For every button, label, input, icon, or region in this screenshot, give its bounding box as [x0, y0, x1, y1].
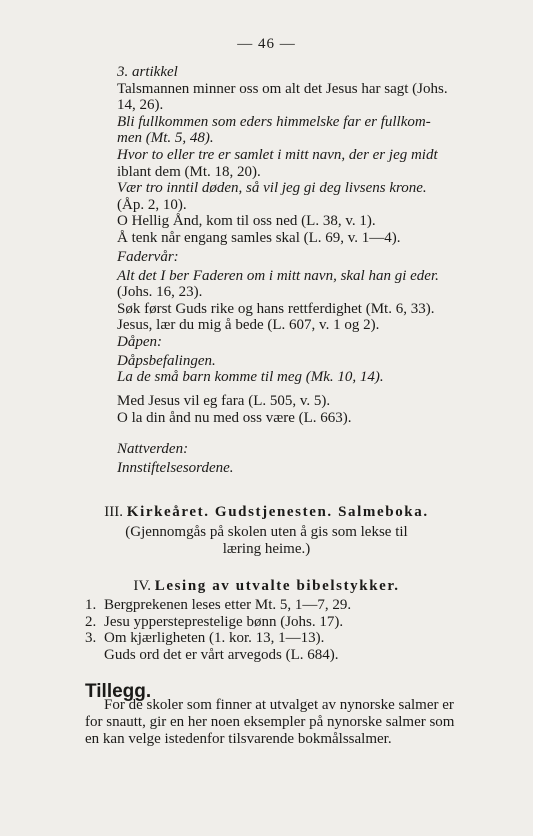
verse-line: Alt det I ber Faderen om i mitt navn, skal han gi eder.: [117, 267, 439, 284]
dapen-section: [117, 334, 502, 386]
verse-line: Hvor to eller tre er samlet i mitt navn, der er jeg midt: [117, 146, 438, 163]
paragraph-line: en kan velge istedenfor tilsvarende bokmålssalmer.: [85, 731, 392, 747]
verse-line: Innstiftelsesordene.: [117, 459, 234, 476]
tillegg-heading: Tillegg.: [85, 681, 152, 702]
section-iii-note: (Gjennomgås på skolen uten å gis som lekse til: [125, 524, 408, 540]
verse-line: [117, 130, 502, 147]
verse-line: (Johs. 16, 23).: [117, 284, 203, 301]
list-item: [85, 614, 351, 631]
artikkel-section: [117, 64, 502, 247]
nattverden-heading: Nattverden:: [117, 441, 189, 457]
list-item: [85, 630, 351, 647]
verse-line: iblant dem (Mt. 18, 20).: [117, 163, 261, 180]
fadervar-heading: Fadervår:: [117, 249, 179, 265]
section-title: Kirkeåret. Gudstjenesten. Salmeboka.: [126, 504, 429, 520]
list-item-text: Jesu yppersteprestelige bønn (Johs. 17).: [104, 613, 344, 630]
section-iv-heading: [0, 578, 533, 595]
paragraph-line: for snautt, gir en her noen eksempler på nynorske salmer som: [85, 714, 455, 730]
verse-line: Talsmannen minner oss om alt det Jesus har sagt (Johs.: [117, 80, 448, 97]
hymns-section: [117, 393, 502, 426]
dapen-heading: Dåpen:: [117, 334, 162, 350]
hymn-line: Å tenk når engang samles skal (L. 69, v. 1—4).: [117, 229, 401, 246]
verse-line: 14, 26).: [117, 97, 164, 114]
hymn-line: O la din ånd nu med oss være (L. 663).: [117, 409, 352, 426]
section-title: Lesing av utvalte bibelstykker.: [154, 578, 400, 594]
bible-passages-list: [85, 597, 351, 663]
section-iii-heading: [0, 504, 533, 521]
list-item: [85, 597, 351, 614]
verse-line: La de små barn komme til meg (Mk. 10, 14).: [117, 369, 384, 386]
nattverden-section: [117, 441, 502, 476]
tillegg-paragraph: [85, 697, 495, 748]
verse-line: Bli fullkommen som eders himmelske far er fullkom-: [117, 113, 431, 130]
section-numeral: III.: [104, 504, 124, 520]
verse-line: Vær tro inntil døden, så vil jeg gi deg livsens krone.: [117, 180, 427, 197]
hymn-line: Med Jesus vil eg fara (L. 505, v. 5).: [117, 393, 331, 409]
hymn-line: Jesus, lær du mig å bede (L. 607, v. 1 og 2).: [117, 317, 380, 334]
hymn-line: O Hellig Ånd, kom til oss ned (L. 38, v. 1).: [117, 213, 376, 230]
section-numeral: IV.: [133, 578, 151, 594]
verse-line: Søk først Guds rike og hans rettferdighet (Mt. 6, 33).: [117, 300, 435, 317]
list-item-number: 1.: [85, 597, 97, 613]
list-item-text: Om kjærligheten (1. kor. 13, 1—13).: [104, 630, 325, 647]
list-item-text: Guds ord det er vårt arvegods (L. 684).: [104, 646, 339, 663]
list-item-text: Bergprekenen leses etter Mt. 5, 1—7, 29.: [104, 597, 352, 613]
verse-line: Dåpsbefalingen.: [117, 352, 216, 369]
verse-line: (Åp. 2, 10).: [117, 196, 187, 213]
list-item: [85, 647, 351, 664]
page-number: — 46 —: [237, 36, 296, 52]
paragraph-line: For de skoler som finner at utvalget av nynorske salmer er: [104, 697, 454, 713]
fadervar-section: [117, 249, 502, 334]
section-iii-note: læring heime.): [222, 541, 311, 557]
list-item-number: 3.: [85, 630, 97, 647]
verse-text: men (Mt. 5, 48).: [117, 130, 214, 147]
artikkel-heading: 3. artikkel: [117, 64, 178, 80]
list-item-number: 2.: [85, 613, 97, 630]
